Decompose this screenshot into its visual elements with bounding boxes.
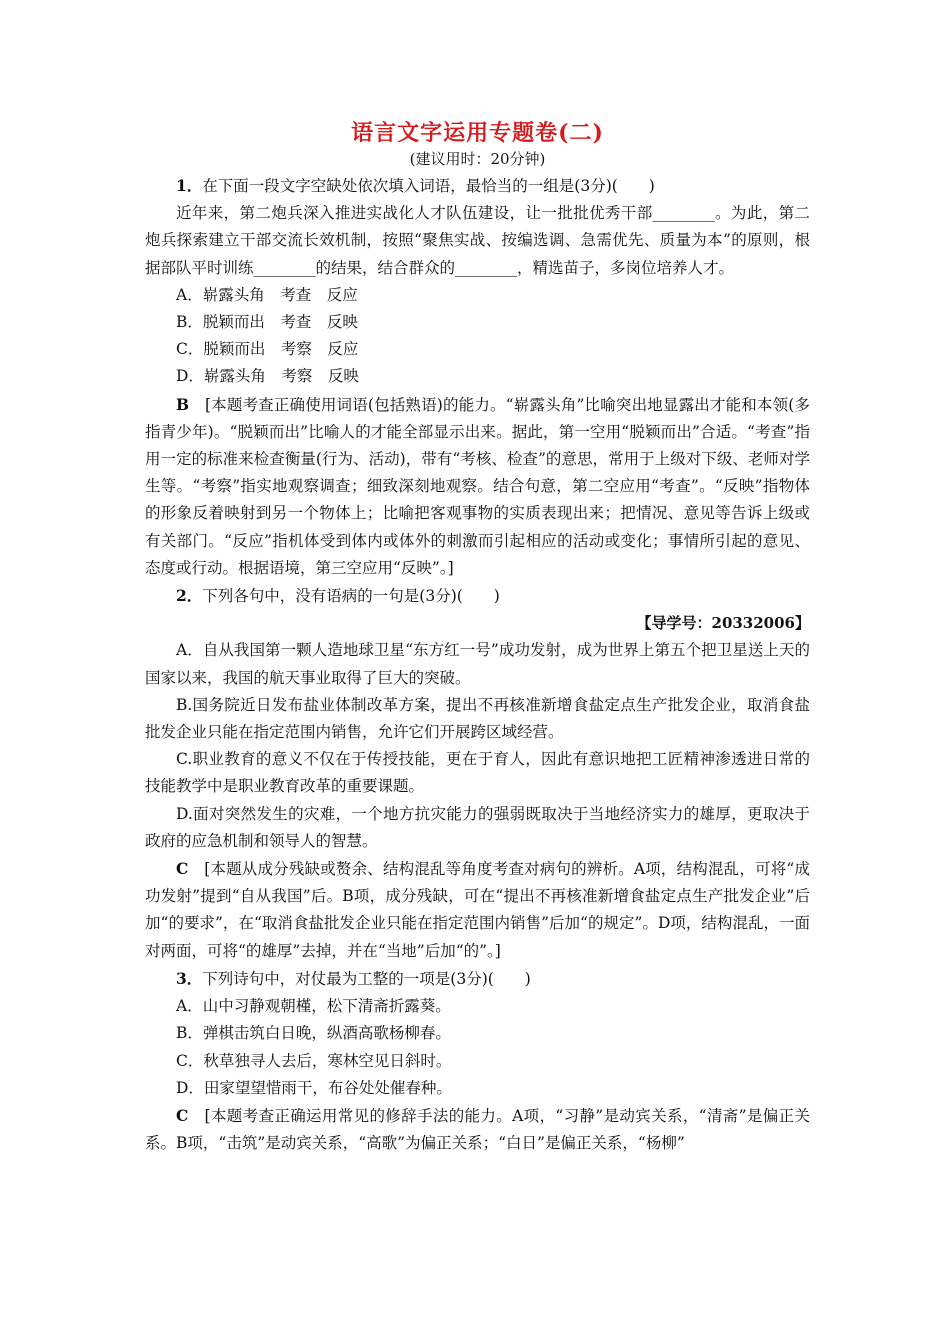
option-d: D．田家望望惜雨干，布谷处处催春种。 (176, 1078, 452, 1097)
answer-letter: C (176, 1105, 189, 1125)
option-a: A．自从我国第一颗人造地球卫星“东方红一号”成功发射，成为世界上第五个把卫星送上天的国家以来，我国的航天事业取得了巨大的突破。 (145, 641, 810, 687)
time-suggestion: (建议用时：20分钟) (409, 150, 546, 168)
explanation-text: [本题从成分残缺或赘余、结构混乱等角度考查对病句的辨析。A项，结构混乱，可将“成功发射”提到“自从我国”后。B项，成分残缺，可在“提出不再核准新增食盐定点生产批发企业”后加“的要求”，在“取消食盐批发企业只能在指定范围内销售”后加“的规定”。D项，结构混乱，一面对两面，可将“的雄厚”去掉，并在“当地”后加“的”。] (145, 860, 810, 960)
page-title: 语言文字运用专题卷(二) (351, 120, 604, 146)
document-page (145, 118, 810, 1157)
question-number: 2． (176, 586, 203, 606)
option-b: B.国务院近日发布盐业体制改革方案，提出不再核准新增食盐定点生产批发企业，取消食盐批发企业只能在指定范围内销售，允许它们开展跨区域经营。 (145, 695, 810, 742)
answer-letter: C (176, 859, 189, 879)
explanation-text: [本题考查正确使用词语(包括熟语)的能力。“崭露头角”比喻突出地显露出才能和本领(多指青少年)。“脱颖而出”比喻人的才能全部显示出来。据此，第一空用“脱颖而出”合适。“考查”指用一定的标准来检查衡量(行为、活动)，带有“考核、检查”的意思，常用于上级对下级、老师对学生等。“考察”指实地观察调查；细致深刻地观察。结合句意，第二空应用“考查”。“反映”指物体的形象反着映射到另一个物体上；比喻把客观事物的实质表现出来；把情况、意见等告诉上级或有关部门。“反应”指机体受到体内或体外的刺激而引起相应的活动或变化；事情所引起的意见、态度或行动。根据语境，第三空应用“反映”。] (145, 395, 810, 577)
question-2 (145, 582, 810, 610)
guide-number: 【导学号：20332006】 (636, 614, 810, 633)
question-number: 1． (176, 176, 203, 195)
option-b: B．弹棋击筑白日晚，纵酒高歌杨柳春。 (176, 1024, 451, 1043)
answer-letter: B (176, 394, 190, 414)
answer-explanation (145, 1102, 810, 1157)
option-c: C.职业教育的意义不仅在于传授技能，更在于育人，因此有意识地把工匠精神渗透进日常的技能教学中是职业教育改革的重要课题。 (145, 750, 810, 796)
option-c: C．脱颖而出 考察 反应 (176, 340, 359, 359)
question-1 (145, 172, 810, 200)
question-3 (145, 965, 810, 993)
question-stem: 下列诗句中，对仗最为工整的一项是(3分)( ) (202, 969, 531, 988)
explanation-text: [本题考查正确运用常见的修辞手法的能力。A项，“习静”是动宾关系，“清斋”是偏正关系。B项，“击筑”是动宾关系，“高歌”为偏正关系；“白日”是偏正关系，“杨柳” (145, 1106, 810, 1153)
option-c: C．秋草独寻人去后，寒林空见日斜时。 (176, 1051, 452, 1070)
option-d: D.面对突然发生的灾难，一个地方抗灾能力的强弱既取决于当地经济实力的雄厚，更取决于政府的应急机制和领导人的智慧。 (145, 804, 810, 850)
option-a: A．崭露头角 考查 反应 (176, 285, 358, 304)
option-b: B．脱颖而出 考查 反映 (176, 313, 358, 332)
answer-explanation (145, 391, 810, 582)
question-1-passage: 近年来，第二炮兵深入推进实战化人才队伍建设，让一批批优秀干部________。为此，第二炮兵探索建立干部交流长效机制，按照“聚焦实战、按编选调、急需优先、质量为本”的原则，根据部队平时训练________的结果，结合群众的________，精选苗子，多岗位培养人才。 (145, 204, 810, 277)
option-d: D．崭露头角 考察 反映 (176, 367, 359, 386)
option-a: A．山中习静观朝槿，松下清斋折露葵。 (176, 997, 451, 1016)
answer-explanation (145, 855, 810, 965)
question-stem: 下列各句中，没有语病的一句是(3分)( ) (202, 587, 500, 606)
question-number: 3． (176, 968, 203, 988)
question-stem: 在下面一段文字空缺处依次填入词语，最恰当的一组是(3分)( ) (202, 177, 655, 195)
